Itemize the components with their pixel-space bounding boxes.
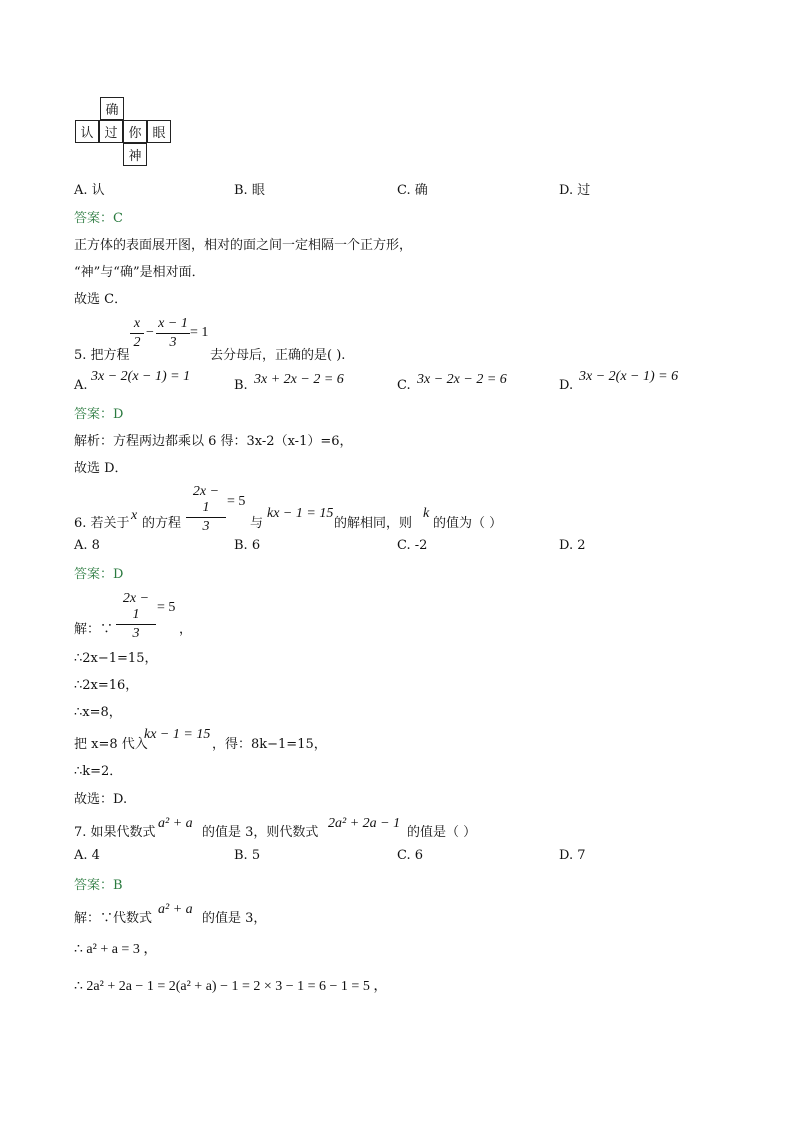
q7-option-c: C. 6 bbox=[397, 848, 424, 863]
q6-step-6: 故选：D. bbox=[74, 792, 128, 807]
q5-equals: = 1 bbox=[190, 325, 209, 340]
q5-option-b-label: B. bbox=[234, 378, 248, 393]
net-cell-right: 眼 bbox=[147, 120, 171, 143]
q4-explanation-2: “神”与“确”是相对面． bbox=[74, 265, 205, 280]
q6-solution-equals: = 5 bbox=[157, 600, 176, 615]
q5-frac2-numerator: x − 1 bbox=[158, 316, 188, 331]
q5-minus: − bbox=[146, 325, 154, 340]
q5-option-c-expr: 3x − 2x − 2 = 6 bbox=[417, 372, 507, 387]
q7-solution-3: ∴ 2a² + 2a − 1 = 2(a² + a) − 1 = 2 × 3 − 1 = 6 − 1 = 5 ， bbox=[74, 979, 388, 994]
q6-fraction bbox=[186, 484, 226, 535]
q6-step-1: ∴2x−1=15， bbox=[74, 651, 158, 666]
q7-prefix: 7. 如果代数式 bbox=[74, 825, 156, 840]
net-cell-top: 确 bbox=[100, 97, 124, 120]
q7-end: 的值是（ ） bbox=[407, 825, 477, 840]
q5-option-b-expr: 3x + 2x − 2 = 6 bbox=[254, 372, 344, 387]
q5-suffix: 去分母后，正确的是( ). bbox=[210, 348, 346, 363]
q6-prefix: 6. 若关于 bbox=[74, 516, 130, 531]
q6-step-4b: ，得：8k−1=15， bbox=[212, 737, 327, 752]
q7-solution-1-expr: a² + a bbox=[158, 902, 193, 917]
q6-var-x: x bbox=[131, 508, 138, 523]
q4-option-c: C. 确 bbox=[397, 183, 428, 198]
q7-expr1: a² + a bbox=[158, 816, 193, 831]
q6-with: 与 bbox=[250, 516, 264, 531]
q6-end: 的值为（ ） bbox=[433, 516, 503, 531]
q7-option-d: D. 7 bbox=[559, 848, 586, 863]
q5-option-a-expr: 3x − 2(x − 1) = 1 bbox=[91, 369, 191, 384]
q6-expr2: kx − 1 = 15 bbox=[267, 506, 334, 521]
q6-step-2: ∴2x=16， bbox=[74, 678, 139, 693]
q5-fraction-2 bbox=[156, 316, 190, 351]
q7-solution-2: ∴ a² + a = 3 ， bbox=[74, 942, 158, 957]
q6-option-b: B. 6 bbox=[234, 538, 261, 553]
q6-solution-comma: ， bbox=[179, 622, 193, 637]
q5-option-d-expr: 3x − 2(x − 1) = 6 bbox=[579, 369, 679, 384]
net-cell-left: 认 bbox=[75, 120, 99, 143]
q6-step-3: ∴x=8， bbox=[74, 705, 122, 720]
q5-prefix: 5. 把方程 bbox=[74, 348, 130, 363]
q6-step-4-expr: kx − 1 = 15 bbox=[144, 727, 211, 742]
q4-explanation-3: 故选 C． bbox=[74, 292, 128, 307]
q4-option-d: D. 过 bbox=[559, 183, 591, 198]
q6-answer: 答案：D bbox=[74, 567, 124, 582]
q4-explanation-1: 正方体的表面展开图，相对的面之间一定相隔一个正方形， bbox=[74, 238, 413, 253]
q6-sol-frac-denominator: 3 bbox=[132, 626, 140, 641]
q7-mid: 的值是 3，则代数式 bbox=[202, 825, 319, 840]
q6-solution-fraction bbox=[116, 591, 156, 642]
q6-equals: = 5 bbox=[227, 494, 246, 509]
q6-var-k: k bbox=[423, 506, 430, 521]
q4-answer: 答案：C bbox=[74, 211, 123, 226]
q7-solution-1a: 解：∵代数式 bbox=[74, 911, 153, 926]
q6-sol-frac-numerator: 2x − 1 bbox=[122, 591, 150, 622]
q5-option-c-label: C. bbox=[397, 378, 411, 393]
q6-tail: 的解相同，则 bbox=[334, 516, 413, 531]
q7-expr2: 2a² + 2a − 1 bbox=[328, 816, 401, 831]
q6-option-c: C. -2 bbox=[397, 538, 428, 553]
q5-explanation-1: 解析：方程两边都乘以 6 得：3x-2（x-1）=6， bbox=[74, 434, 353, 449]
q6-frac-denominator: 3 bbox=[202, 519, 210, 534]
q5-explanation-2: 故选 D． bbox=[74, 461, 128, 476]
q7-option-a: A. 4 bbox=[74, 848, 100, 863]
q5-frac1-numerator: x bbox=[133, 316, 141, 331]
q5-option-d-label: D. bbox=[559, 378, 574, 393]
q7-answer: 答案：B bbox=[74, 878, 123, 893]
q5-option-a-label: A. bbox=[74, 378, 88, 393]
q7-option-b: B. 5 bbox=[234, 848, 261, 863]
q5-answer: 答案：D bbox=[74, 407, 124, 422]
q6-solution-prefix: 解：∵ bbox=[74, 622, 114, 637]
q6-step-5: ∴k=2． bbox=[74, 764, 123, 779]
net-cell-mid1: 过 bbox=[99, 120, 123, 143]
q6-step-4a: 把 x=8 代入 bbox=[74, 737, 148, 752]
q6-option-d: D. 2 bbox=[559, 538, 586, 553]
q6-frac-numerator: 2x − 1 bbox=[192, 484, 220, 515]
q5-frac2-denominator: 3 bbox=[169, 335, 177, 350]
net-cell-bottom: 神 bbox=[123, 143, 147, 166]
q7-solution-1b: 的值是 3， bbox=[202, 911, 267, 926]
q5-frac1-denominator: 2 bbox=[133, 335, 141, 350]
net-cell-mid2: 你 bbox=[123, 120, 147, 143]
q5-fraction-1 bbox=[130, 316, 144, 351]
q4-option-b: B. 眼 bbox=[234, 183, 265, 198]
q6-mid: 的方程 bbox=[142, 516, 182, 531]
q6-option-a: A. 8 bbox=[74, 538, 100, 553]
q4-option-a: A. 认 bbox=[74, 183, 105, 198]
